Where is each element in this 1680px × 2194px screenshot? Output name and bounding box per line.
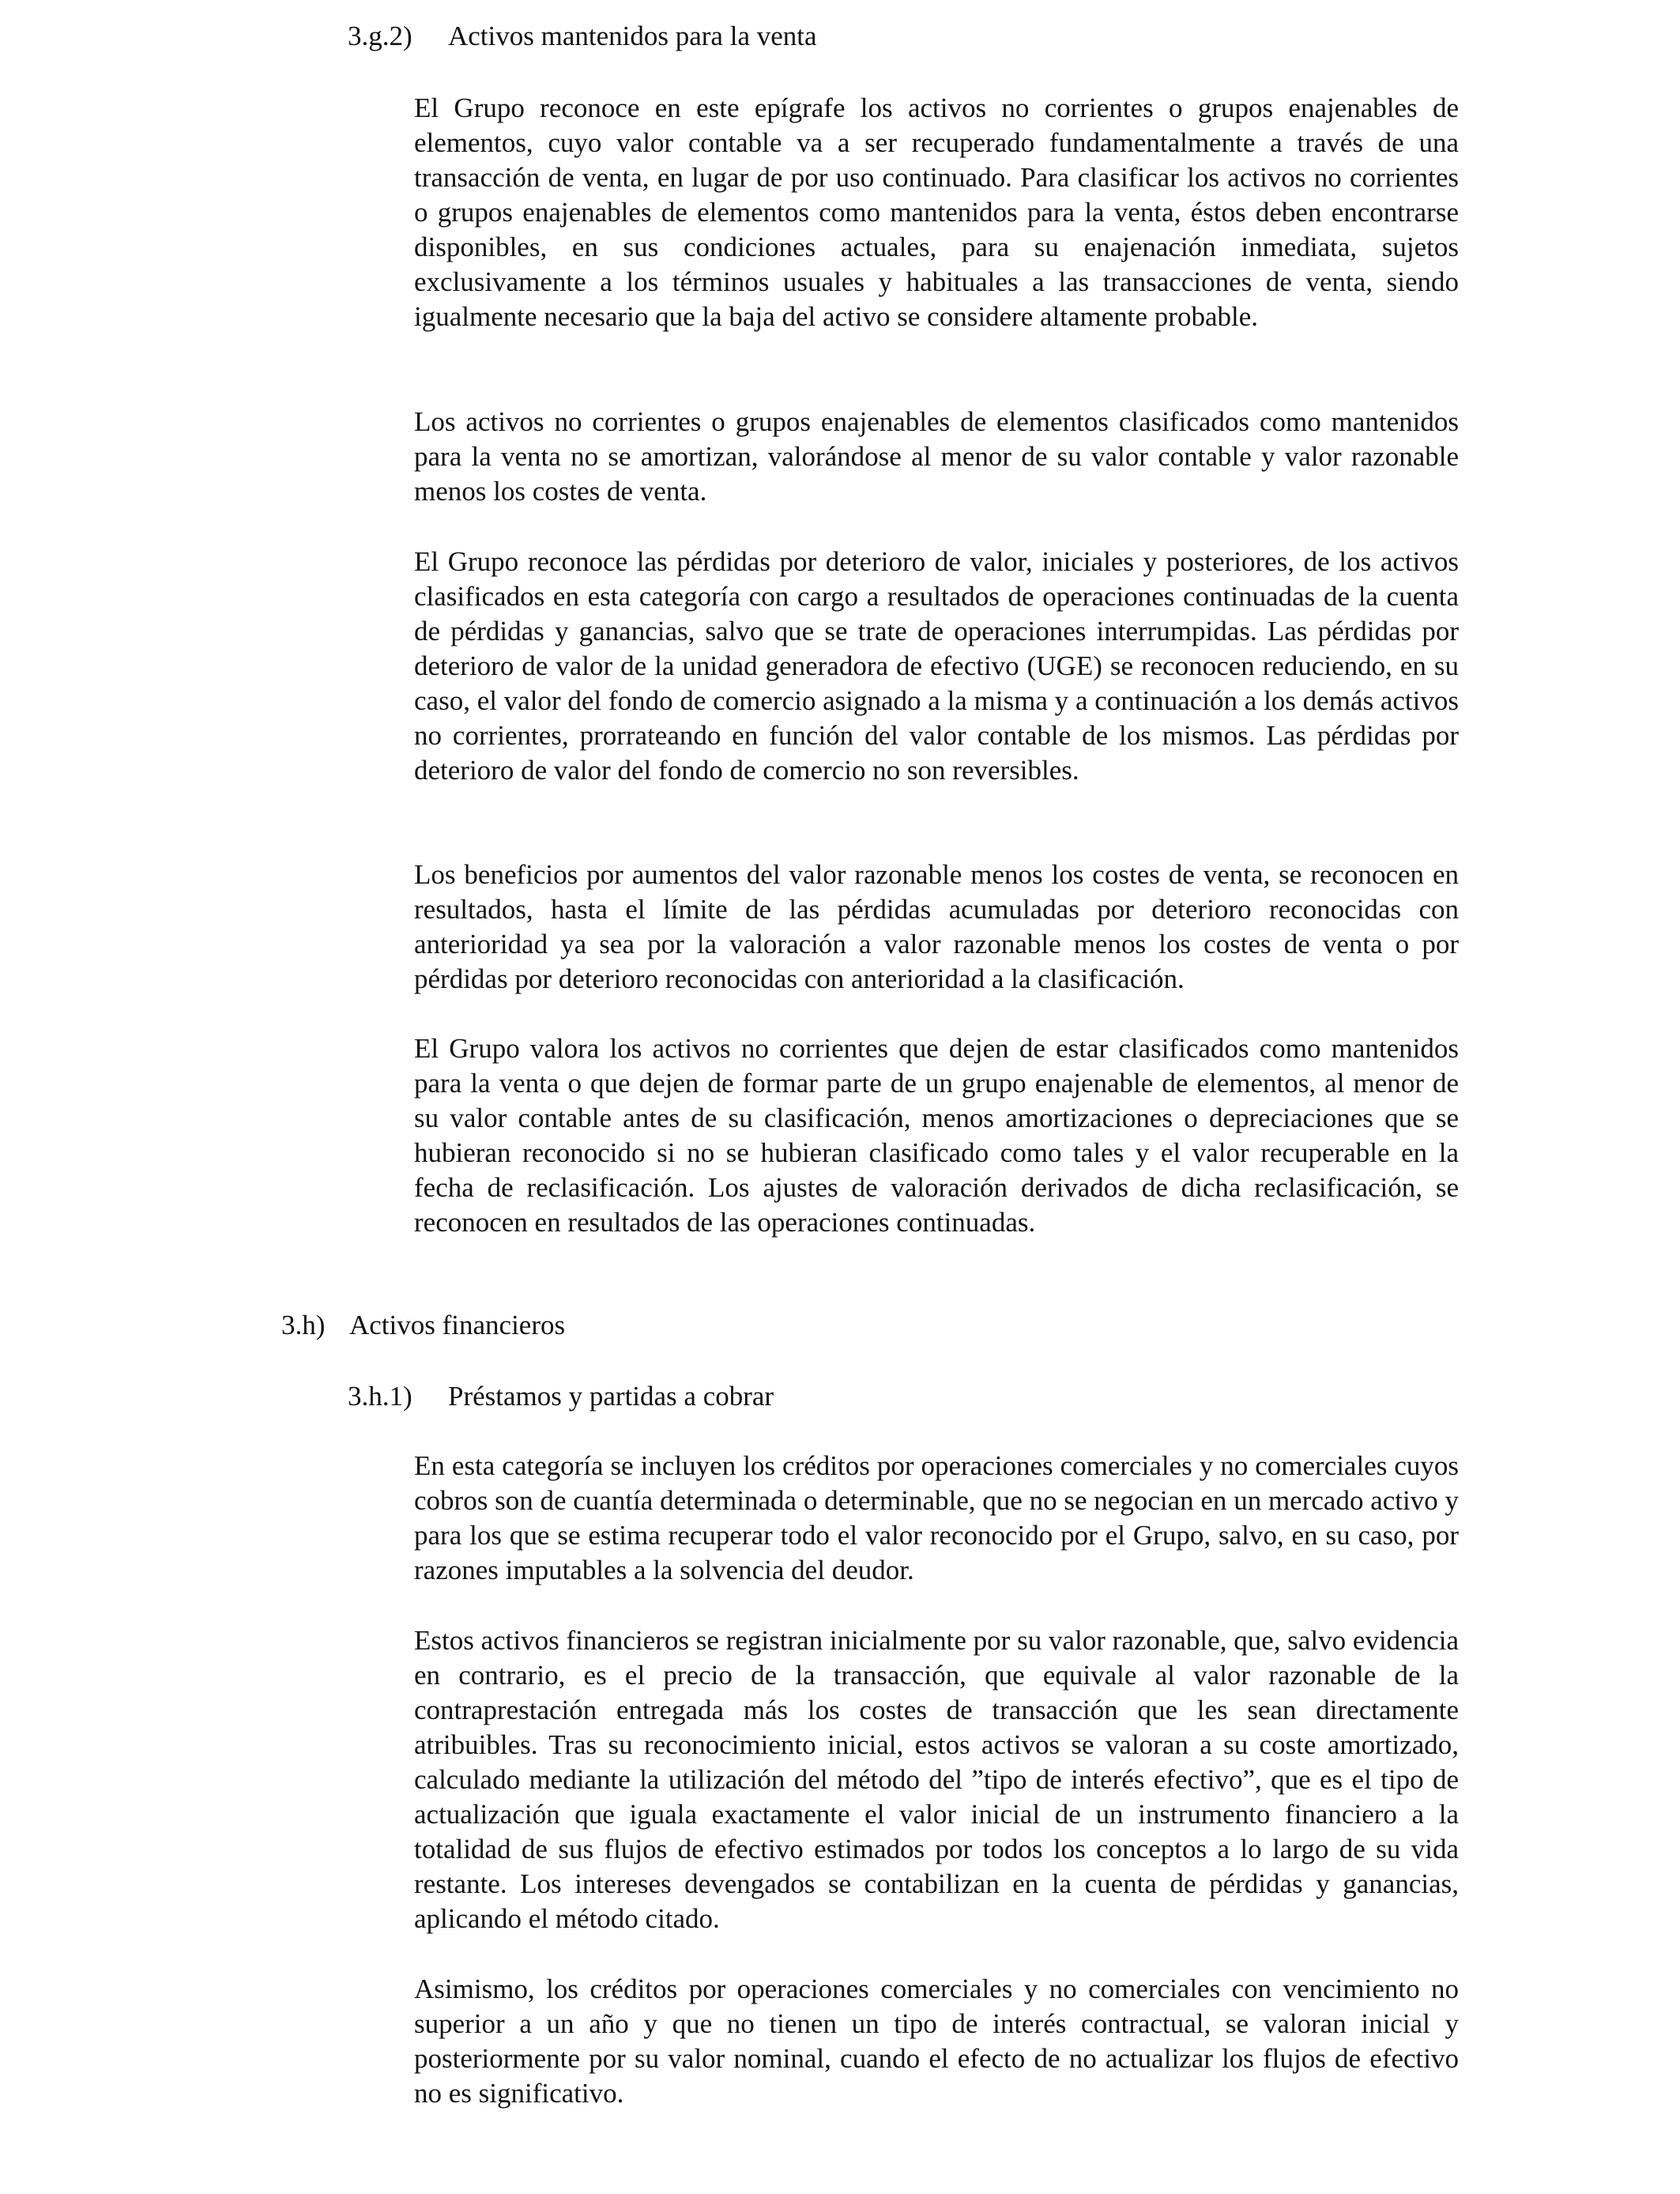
- section-3g2-paragraph-3: El Grupo reconoce las pérdidas por deterioro de valor, iniciales y posteriores, de los activos clasificados en esta categoría con cargo a resultados de operaciones continuadas de la cuenta de pérdidas y ganancias, salvo que se trate de operaciones interrumpidas. Las pérdidas por deterioro de valor de la unidad generadora de efectivo (UGE) se reconocen reduciendo, en su caso, el valor del fondo de comercio asignado a la misma y a continuación a los demás activos no corrientes, prorrateando en función del valor contable de los mismos. Las pérdidas por deterioro de valor del fondo de comercio no son reversibles.: [414, 546, 1459, 786]
- section-3h1-paragraph-3: Asimismo, los créditos por operaciones comerciales y no comerciales con vencimiento no superior a un año y que no tienen un tipo de interés contractual, se valoran inicial y posteriormente por su valor nominal, cuando el efecto de no actualizar los flujos de efectivo no es significativo.: [414, 1973, 1459, 2109]
- section-3g2-heading: [348, 19, 817, 54]
- section-3h1-paragraph-2: Estos activos financieros se registran inicialmente por su valor razonable, que, salvo evidencia en contrario, es el precio de la transacción, que equivale al valor razonable de la contraprestación entregada más los costes de transacción que les sean directamente atribuibles. Tras su reconocimiento inicial, estos activos se valoran a su coste amortizado, calculado mediante la utilización del método del ”tipo de interés efectivo”, que es el tipo de actualización que iguala exactamente el valor inicial de un instrumento financiero a la totalidad de sus flujos de efectivo estimados por todos los conceptos a lo largo de su vida restante. Los intereses devengados se contabilizan en la cuenta de pérdidas y ganancias, aplicando el método citado.: [414, 1625, 1459, 1934]
- section-3h1-heading: [348, 1379, 774, 1414]
- section-3h-title: Activos financieros: [349, 1310, 566, 1340]
- section-3h1-number: 3.h.1): [348, 1381, 412, 1412]
- section-3h-number: 3.h): [281, 1310, 326, 1340]
- section-3h1-title: Préstamos y partidas a cobrar: [448, 1381, 774, 1412]
- section-3g2-number: 3.g.2): [348, 21, 412, 51]
- section-3g2-paragraph-4: Los beneficios por aumentos del valor razonable menos los costes de venta, se reconocen en resultados, hasta el límite de las pérdidas acumuladas por deterioro reconocidas con anterioridad ya sea por la valoración a valor razonable menos los costes de venta o por pérdidas por deterioro reconocidas con anterioridad a la clasificación.: [414, 859, 1459, 994]
- section-3g2-title: Activos mantenidos para la venta: [448, 21, 817, 51]
- section-3g2-paragraph-5: El Grupo valora los activos no corrientes que dejen de estar clasificados como mantenidos para la venta o que dejen de formar parte de un grupo enajenable de elementos, al menor de su valor contable antes de su clasificación, menos amortizaciones o depreciaciones que se hubieran reconocido si no se hubieran clasificado como tales y el valor recuperable en la fecha de reclasificación. Los ajustes de valoración derivados de dicha reclasificación, se reconocen en resultados de las operaciones continuadas.: [414, 1033, 1459, 1238]
- section-3h-heading: [281, 1308, 565, 1343]
- section-3h1-paragraph-1: En esta categoría se incluyen los créditos por operaciones comerciales y no comerciales cuyos cobros son de cuantía determinada o determinable, que no se negocian en un mercado activo y para los que se estima recuperar todo el valor reconocido por el Grupo, salvo, en su caso, por razones imputables a la solvencia del deudor.: [414, 1450, 1459, 1585]
- section-3g2-paragraph-1: El Grupo reconoce en este epígrafe los activos no corrientes o grupos enajenables de elementos, cuyo valor contable va a ser recuperado fundamentalmente a través de una transacción de venta, en lugar de por uso continuado. Para clasificar los activos no corrientes o grupos enajenables de elementos como mantenidos para la venta, éstos deben encontrarse disponibles, en sus condiciones actuales, para su enajenación inmediata, sujetos exclusivamente a los términos usuales y habituales a las transacciones de venta, siendo igualmente necesario que la baja del activo se considere altamente probable.: [414, 92, 1459, 332]
- section-3g2-paragraph-2: Los activos no corrientes o grupos enajenables de elementos clasificados como mantenidos para la venta no se amortizan, valorándose al menor de su valor contable y valor razonable menos los costes de venta.: [414, 406, 1459, 507]
